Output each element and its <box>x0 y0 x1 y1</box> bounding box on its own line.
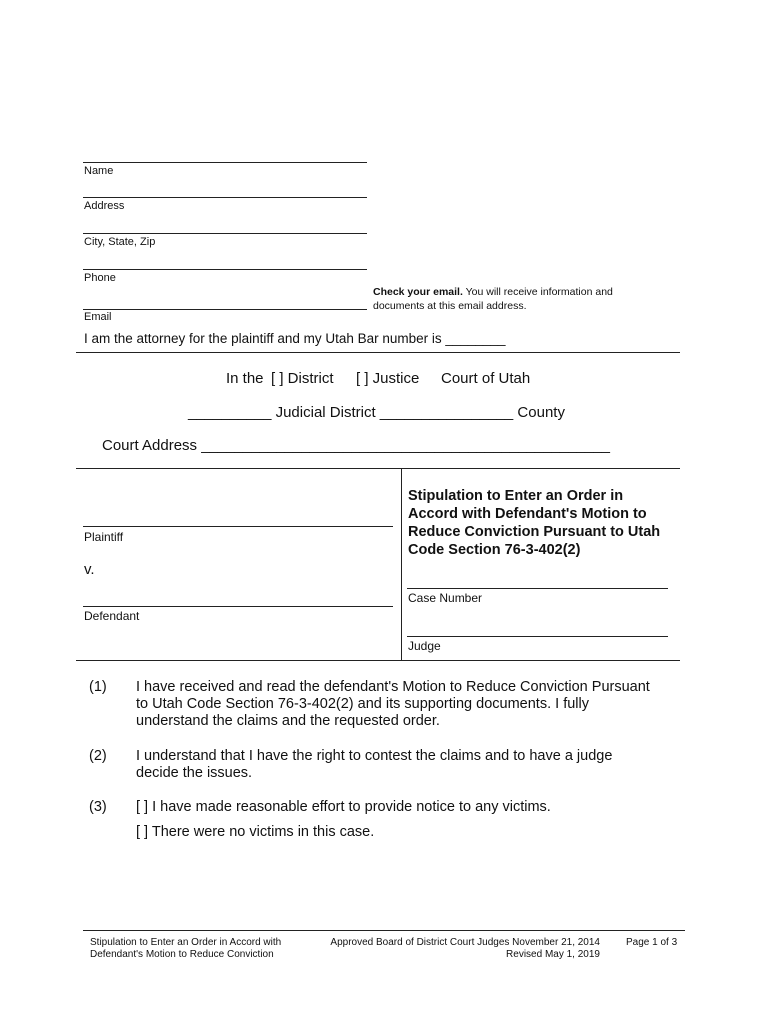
footer-title-line: Stipulation to Enter an Order in Accord with <box>90 937 282 948</box>
attorney-bar-number-line: I am the attorney for the plaintiff and my Utah Bar number is ________ <box>84 331 506 346</box>
court-address-line[interactable]: Court Address _________________________________________________ <box>102 437 610 454</box>
no-victims-checkbox[interactable]: [ ] There were no victims in this case. <box>136 824 375 840</box>
case-number-line[interactable] <box>407 588 668 589</box>
check-email-bold: Check your email. <box>373 286 463 298</box>
check-email-rest: You will receive information and <box>462 286 613 298</box>
paragraph-line: to Utah Code Section 76-3-402(2) and its supporting documents. I fully <box>136 696 589 712</box>
case-number-label: Case Number <box>408 591 483 605</box>
defendant-line[interactable] <box>83 606 393 607</box>
address-line[interactable] <box>83 197 367 198</box>
court-of-utah: Court of Utah <box>441 370 531 387</box>
paragraph-1-number: (1) <box>89 679 107 695</box>
divider-caption-bottom <box>76 660 680 661</box>
footer-approval <box>322 937 600 961</box>
justice-checkbox[interactable]: [ ] Justice <box>356 370 420 387</box>
title-line: Code Section 76-3-402(2) <box>408 542 581 558</box>
footer-divider <box>83 930 685 931</box>
plaintiff-line[interactable] <box>83 526 393 527</box>
district-checkbox[interactable]: [ ] District <box>271 370 334 387</box>
versus-text: v. <box>84 561 95 578</box>
plaintiff-label: Plaintiff <box>84 530 124 544</box>
footer-form-title <box>90 937 281 961</box>
paragraph-line: I have received and read the defendant's Motion to Reduce Conviction Pursuant <box>136 679 650 695</box>
city-state-zip-label: City, State, Zip <box>84 236 156 248</box>
paragraph-2 <box>136 748 696 782</box>
title-line: Reduce Conviction Pursuant to Utah <box>408 524 661 540</box>
phone-line[interactable] <box>83 269 367 270</box>
paragraph-line: I understand that I have the right to contest the claims and to have a judge <box>136 748 613 764</box>
email-line[interactable] <box>83 309 367 310</box>
document-title <box>408 487 660 559</box>
title-line: Stipulation to Enter an Order in <box>408 488 624 504</box>
check-email-note <box>373 285 673 313</box>
paragraph-line: understand the claims and the requested order. <box>136 713 440 729</box>
page-number: Page 1 of 3 <box>626 937 678 948</box>
paragraph-1 <box>136 679 696 730</box>
paragraph-2-number: (2) <box>89 748 107 764</box>
paragraph-line: decide the issues. <box>136 765 253 781</box>
title-line: Accord with Defendant's Motion to <box>408 506 647 522</box>
court-in-the: In the <box>226 370 264 387</box>
check-email-line2: documents at this email address. <box>373 300 527 312</box>
judge-line[interactable] <box>407 636 668 637</box>
divider-caption-top <box>76 468 680 469</box>
judge-label: Judge <box>408 639 441 653</box>
footer-approval-line: Approved Board of District Court Judges November 21, 2014 <box>330 937 600 948</box>
name-label: Name <box>84 165 114 177</box>
divider-top <box>76 352 680 353</box>
judicial-district-county-line[interactable]: __________ Judicial District ________________ County <box>188 404 565 421</box>
address-label: Address <box>84 200 125 212</box>
footer-title-line: Defendant's Motion to Reduce Conviction <box>90 949 274 960</box>
defendant-label: Defendant <box>84 609 140 623</box>
victim-notice-checkbox[interactable]: [ ] I have made reasonable effort to provide notice to any victims. <box>136 799 551 815</box>
footer-revised-line: Revised May 1, 2019 <box>506 949 600 960</box>
phone-label: Phone <box>84 272 116 284</box>
paragraph-3-number: (3) <box>89 799 107 815</box>
email-label: Email <box>84 311 112 323</box>
caption-divider-vertical <box>401 468 402 660</box>
name-line[interactable] <box>83 162 367 163</box>
city-state-zip-line[interactable] <box>83 233 367 234</box>
